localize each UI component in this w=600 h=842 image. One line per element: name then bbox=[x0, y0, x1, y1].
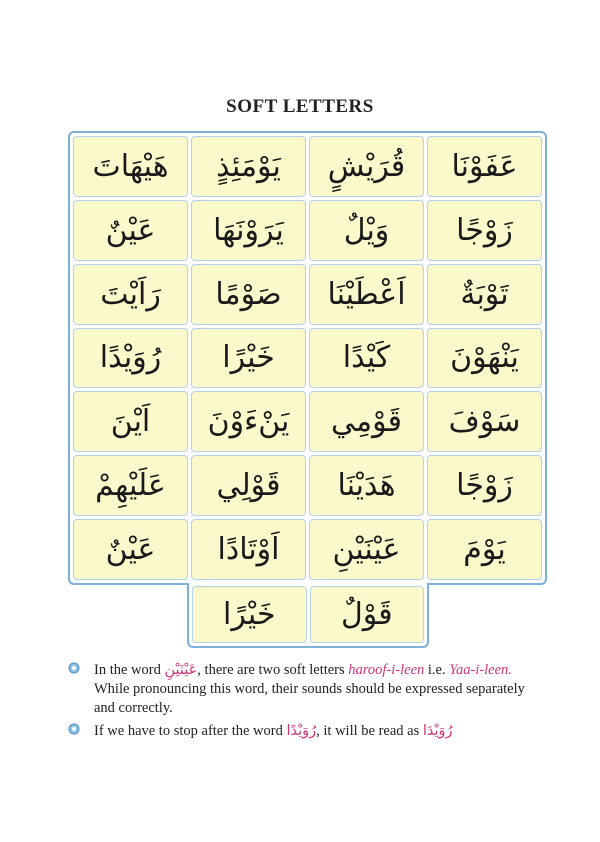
note-text: , there are two soft letters bbox=[197, 662, 349, 678]
grid-cell: سَوْفَ bbox=[427, 391, 542, 452]
grid-cell: يَوْمَئِذٍ bbox=[191, 136, 306, 197]
note-text: If we have to stop after the word bbox=[94, 723, 287, 739]
note-1 bbox=[66, 661, 546, 718]
grid-cell: عَلَيْهِمْ bbox=[73, 455, 188, 516]
flower-bullet-icon bbox=[68, 723, 80, 735]
grid-cell: هَدَيْنَا bbox=[309, 455, 424, 516]
grid-cell: صَوْمًا bbox=[191, 264, 306, 325]
grid-cell: اَوْتَادًا bbox=[191, 519, 306, 580]
grid-cell: قُرَيْشٍ bbox=[309, 136, 424, 197]
grid-cell: زَوْجًا bbox=[427, 200, 542, 261]
page-title: SOFT LETTERS bbox=[226, 96, 374, 117]
grid-cell: كَيْدًا bbox=[309, 328, 424, 389]
grid-cell: عَيْنٌ bbox=[73, 519, 188, 580]
flower-bullet-icon bbox=[68, 662, 80, 674]
note-term: haroof-i-leen bbox=[348, 662, 425, 678]
grid-cell: عَيْنَيْنِ bbox=[309, 519, 424, 580]
note-arabic-word: عَيْنَيْنِ bbox=[164, 662, 198, 678]
grid-cell: رَاَيْتَ bbox=[73, 264, 188, 325]
grid-cell: تَوْبَةٌ bbox=[427, 264, 542, 325]
grid-cell: قَوْلِي bbox=[191, 455, 306, 516]
note-text: i.e. bbox=[424, 662, 450, 678]
note-text: While pronouncing this word, their sounds should be expressed separately and correctly. bbox=[94, 681, 525, 716]
grid-cell: قَوْلٌ bbox=[310, 586, 425, 643]
grid-cell: خَيْرًا bbox=[192, 586, 307, 643]
note-term: Yaa-i-leen. bbox=[449, 662, 512, 678]
grid-cell: وَيْلٌ bbox=[309, 200, 424, 261]
grid-cell: اَعْطَيْنَا bbox=[309, 264, 424, 325]
grid-cell: يَوْمَ bbox=[427, 519, 542, 580]
grid-cell: اَيْنَ bbox=[73, 391, 188, 452]
grid-cell: يَنْءَوْنَ bbox=[191, 391, 306, 452]
grid-cell: قَوْمِي bbox=[309, 391, 424, 452]
note-text: In the word bbox=[94, 662, 165, 678]
soft-letters-grid bbox=[68, 131, 547, 585]
note-arabic-word: رُوَيْدًا bbox=[286, 723, 317, 739]
grid-cell: يَرَوْنَهَا bbox=[191, 200, 306, 261]
grid-cell: يَنْهَوْنَ bbox=[427, 328, 542, 389]
note-2 bbox=[66, 722, 546, 741]
grid-cell: هَيْهَاتَ bbox=[73, 136, 188, 197]
grid-cell: خَيْرًا bbox=[191, 328, 306, 389]
grid-last-row bbox=[187, 583, 429, 648]
notes bbox=[66, 661, 546, 745]
note-arabic-word: رُوَيْدَا bbox=[422, 723, 453, 739]
grid-cell: عَفَوْنَا bbox=[427, 136, 542, 197]
grid-cell: رُوَيْدًا bbox=[73, 328, 188, 389]
note-text: , it will be read as bbox=[316, 723, 423, 739]
grid-cell: زَوْجًا bbox=[427, 455, 542, 516]
grid-cell: عَيْنٌ bbox=[73, 200, 188, 261]
